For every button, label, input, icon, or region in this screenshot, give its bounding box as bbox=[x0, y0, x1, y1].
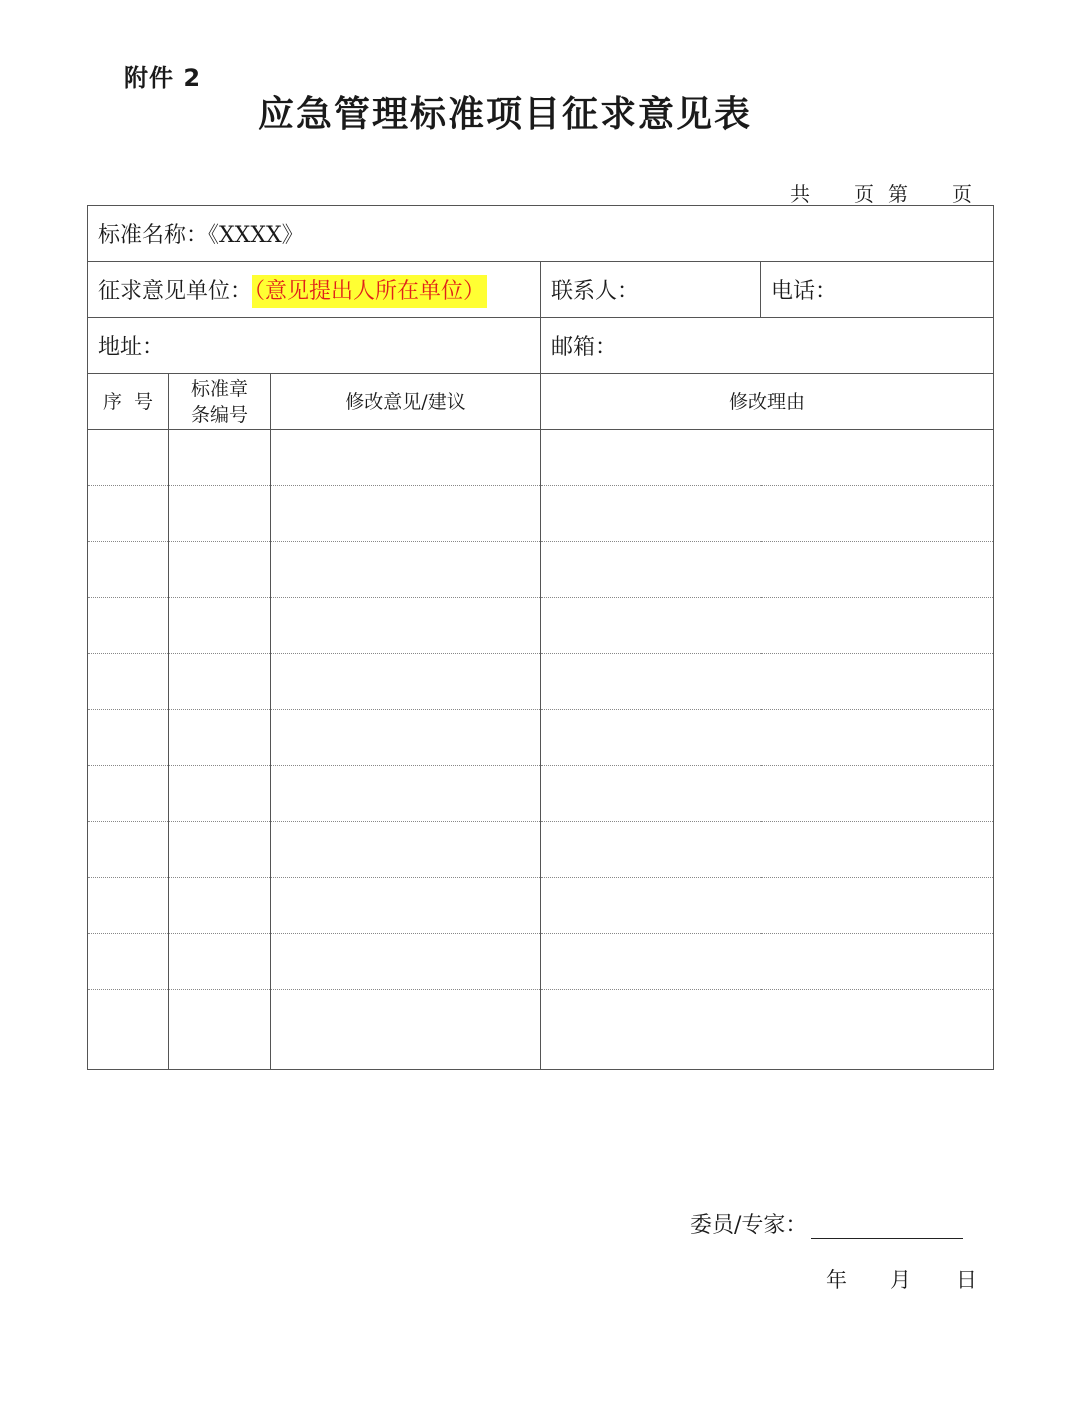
cell-seq[interactable] bbox=[88, 822, 169, 878]
table-row bbox=[88, 878, 994, 934]
cell-seq[interactable] bbox=[88, 598, 169, 654]
page-count-total: 共 bbox=[790, 182, 810, 206]
cell-clause[interactable] bbox=[169, 486, 271, 542]
cell-suggestion[interactable] bbox=[271, 710, 541, 766]
cell-seq[interactable] bbox=[88, 486, 169, 542]
header-suggestion: 修改意见/建议 bbox=[271, 374, 541, 430]
page-count-page: 页 bbox=[854, 182, 874, 206]
cell-clause[interactable] bbox=[169, 542, 271, 598]
table-row bbox=[88, 654, 994, 710]
date-month: 月 bbox=[890, 1268, 911, 1292]
cell-suggestion[interactable] bbox=[271, 430, 541, 486]
contact-cell[interactable] bbox=[541, 262, 761, 318]
table-row bbox=[88, 766, 994, 822]
cell-clause[interactable] bbox=[169, 766, 271, 822]
header-reason: 修改理由 bbox=[541, 374, 994, 430]
address-row bbox=[88, 318, 994, 374]
cell-seq[interactable] bbox=[88, 766, 169, 822]
phone-label: 电话： bbox=[771, 279, 838, 304]
cell-seq[interactable] bbox=[88, 878, 169, 934]
table-row bbox=[88, 542, 994, 598]
cell-suggestion[interactable] bbox=[271, 990, 541, 1070]
standard-name-cell[interactable] bbox=[88, 206, 994, 262]
cell-clause[interactable] bbox=[169, 598, 271, 654]
table-row bbox=[88, 822, 994, 878]
page-count bbox=[790, 178, 990, 207]
standard-name-row bbox=[88, 206, 994, 262]
cell-clause[interactable] bbox=[169, 710, 271, 766]
cell-reason[interactable] bbox=[541, 542, 994, 598]
cell-clause[interactable] bbox=[169, 934, 271, 990]
table-row bbox=[88, 598, 994, 654]
date-day: 日 bbox=[956, 1268, 977, 1292]
cell-clause[interactable] bbox=[169, 990, 271, 1070]
cell-reason[interactable] bbox=[541, 598, 994, 654]
page-count-page2: 页 bbox=[952, 182, 972, 206]
cell-reason[interactable] bbox=[541, 710, 994, 766]
cell-clause[interactable] bbox=[169, 654, 271, 710]
table-row bbox=[88, 486, 994, 542]
phone-cell[interactable] bbox=[761, 262, 994, 318]
page-title: 应急管理标准项目征求意见表 bbox=[257, 94, 752, 135]
cell-reason[interactable] bbox=[541, 822, 994, 878]
cell-seq[interactable] bbox=[88, 542, 169, 598]
cell-reason[interactable] bbox=[541, 990, 994, 1070]
cell-clause[interactable] bbox=[169, 878, 271, 934]
opinion-form-table bbox=[87, 205, 994, 1070]
unit-row bbox=[88, 262, 994, 318]
email-cell[interactable] bbox=[541, 318, 994, 374]
page-count-nth: 第 bbox=[888, 182, 908, 206]
signer-label: 委员/专家： bbox=[690, 1213, 808, 1238]
cell-suggestion[interactable] bbox=[271, 654, 541, 710]
unit-hint: （意见提出人所在单位） bbox=[252, 275, 487, 308]
cell-reason[interactable] bbox=[541, 430, 994, 486]
cell-seq[interactable] bbox=[88, 710, 169, 766]
date-block bbox=[826, 1264, 977, 1294]
address-cell[interactable] bbox=[88, 318, 541, 374]
standard-name-value: 《XXXX》 bbox=[208, 223, 304, 248]
header-clause-line2: 条编号 bbox=[190, 403, 248, 426]
cell-reason[interactable] bbox=[541, 878, 994, 934]
table-body bbox=[88, 430, 994, 1070]
cell-reason[interactable] bbox=[541, 654, 994, 710]
cell-clause[interactable] bbox=[169, 430, 271, 486]
table-row bbox=[88, 710, 994, 766]
header-clause bbox=[169, 374, 271, 430]
cell-seq[interactable] bbox=[88, 654, 169, 710]
cell-suggestion[interactable] bbox=[271, 934, 541, 990]
email-label: 邮箱： bbox=[551, 335, 618, 360]
header-seq: 序 号 bbox=[88, 374, 169, 430]
table-row bbox=[88, 934, 994, 990]
date-year: 年 bbox=[826, 1268, 847, 1292]
cell-suggestion[interactable] bbox=[271, 542, 541, 598]
cell-suggestion[interactable] bbox=[271, 822, 541, 878]
header-clause-line1: 标准章 bbox=[190, 377, 248, 400]
cell-suggestion[interactable] bbox=[271, 766, 541, 822]
cell-suggestion[interactable] bbox=[271, 598, 541, 654]
cell-reason[interactable] bbox=[541, 934, 994, 990]
unit-cell[interactable] bbox=[88, 262, 541, 318]
table-header-row bbox=[88, 374, 994, 430]
signature-line[interactable] bbox=[811, 1212, 963, 1239]
standard-name-label: 标准名称： bbox=[98, 223, 209, 248]
cell-suggestion[interactable] bbox=[271, 878, 541, 934]
unit-label: 征求意见单位： bbox=[98, 279, 253, 304]
address-label: 地址： bbox=[98, 335, 165, 360]
table-row bbox=[88, 430, 994, 486]
cell-reason[interactable] bbox=[541, 486, 994, 542]
cell-seq[interactable] bbox=[88, 430, 169, 486]
cell-suggestion[interactable] bbox=[271, 486, 541, 542]
cell-reason[interactable] bbox=[541, 766, 994, 822]
table-row bbox=[88, 990, 994, 1070]
attachment-label: 附件 2 bbox=[124, 64, 202, 92]
signature-block bbox=[690, 1208, 963, 1239]
cell-seq[interactable] bbox=[88, 934, 169, 990]
contact-label: 联系人： bbox=[551, 279, 640, 304]
cell-clause[interactable] bbox=[169, 822, 271, 878]
cell-seq[interactable] bbox=[88, 990, 169, 1070]
